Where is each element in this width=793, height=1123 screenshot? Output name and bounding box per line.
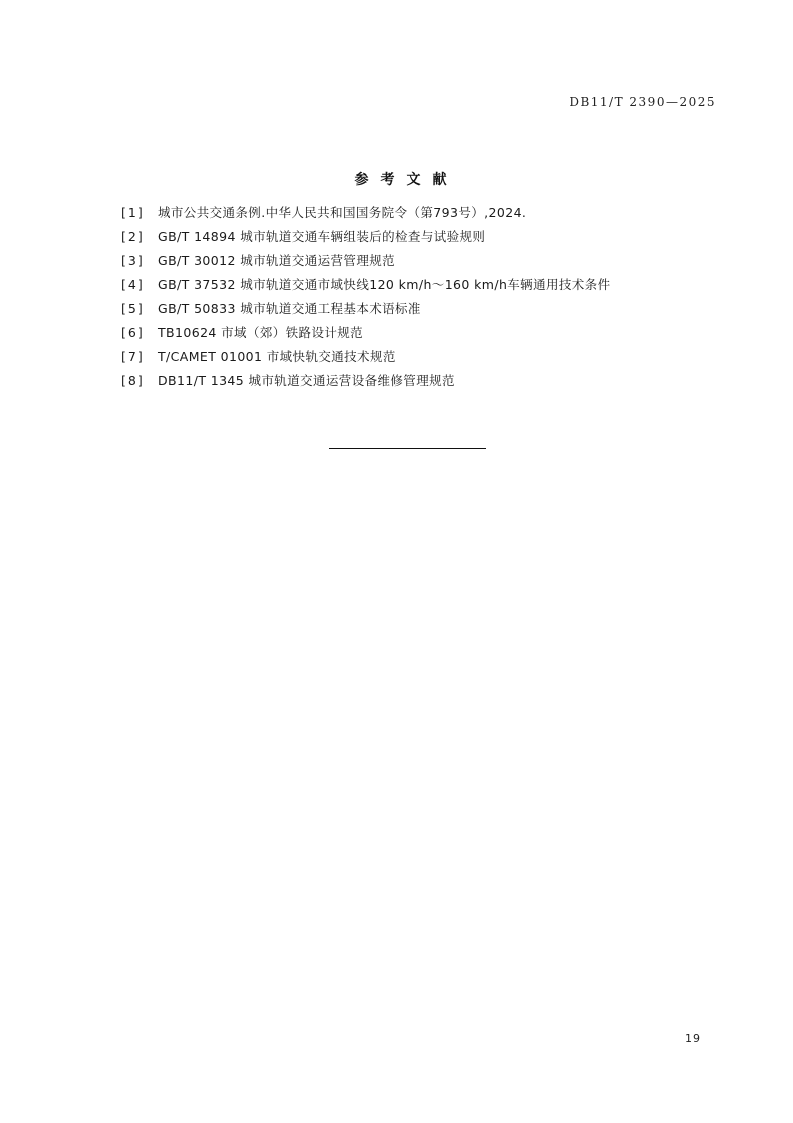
reference-text: 城市公共交通条例.中华人民共和国国务院令（第793号）,2024.: [158, 205, 527, 220]
reference-text: DB11/T 1345 城市轨道交通运营设备维修管理规范: [158, 373, 455, 388]
reference-number: [1]: [121, 205, 145, 220]
reference-text: GB/T 14894 城市轨道交通车辆组装后的检查与试验规则: [158, 229, 486, 244]
reference-number: [8]: [121, 373, 145, 388]
list-item: [121, 299, 610, 323]
page-number: 19: [685, 1032, 701, 1045]
reference-text: GB/T 30012 城市轨道交通运营管理规范: [158, 253, 396, 268]
reference-text: GB/T 37532 城市轨道交通市域快线120 km/h～160 km/h车辆通用技术条件: [158, 277, 611, 292]
section-title: 参考文献: [354, 172, 459, 188]
list-item: [121, 371, 610, 395]
reference-number: [6]: [121, 325, 145, 340]
list-item: [121, 347, 610, 371]
list-item: [121, 251, 610, 275]
reference-text: T/CAMET 01001 市域快轨交通技术规范: [158, 349, 396, 364]
reference-number: [2]: [121, 229, 145, 244]
reference-text: TB10624 市域（郊）铁路设计规范: [158, 325, 364, 340]
list-item: [121, 203, 610, 227]
reference-number: [5]: [121, 301, 145, 316]
document-number: DB11/T 2390—2025: [569, 95, 716, 109]
end-divider: [329, 448, 486, 449]
reference-number: [3]: [121, 253, 145, 268]
reference-text: GB/T 50833 城市轨道交通工程基本术语标准: [158, 301, 421, 316]
reference-number: [4]: [121, 277, 145, 292]
reference-list: [121, 203, 610, 395]
list-item: [121, 323, 610, 347]
list-item: [121, 227, 610, 251]
reference-number: [7]: [121, 349, 145, 364]
list-item: [121, 275, 610, 299]
